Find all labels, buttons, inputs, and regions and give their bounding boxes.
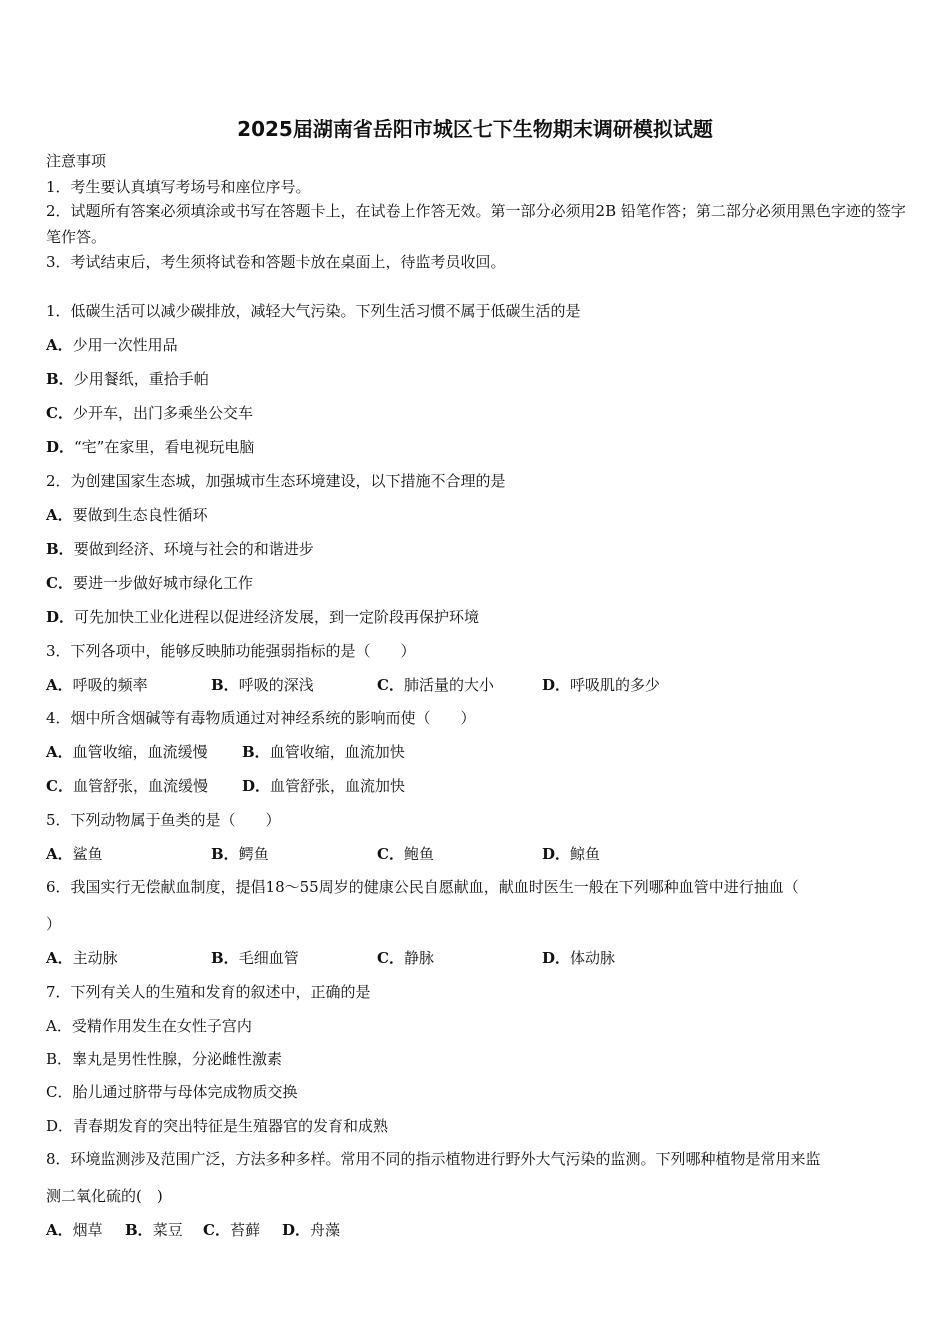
question-8-option-c: C．苔藓 bbox=[203, 1221, 260, 1239]
question-3-option-b: B．呼吸的深浅 bbox=[211, 676, 314, 694]
notice-heading: 注意事项 bbox=[46, 152, 107, 170]
question-3-stem: 3．下列各项中，能够反映肺功能强弱指标的是（ ） bbox=[46, 642, 416, 660]
question-6-option-b: B．毛细血管 bbox=[211, 949, 299, 967]
question-2-stem: 2．为创建国家生态城，加强城市生态环境建设，以下措施不合理的是 bbox=[46, 472, 506, 490]
question-8-option-b: B．菜豆 bbox=[125, 1221, 183, 1239]
question-5-option-c: C．鲍鱼 bbox=[377, 845, 434, 863]
question-4-stem: 4．烟中所含烟碱等有毒物质通过对神经系统的影响而使（ ） bbox=[46, 709, 476, 727]
question-7-option-c: C．胎儿通过脐带与母体完成物质交换 bbox=[46, 1083, 298, 1101]
question-1-stem: 1．低碳生活可以减少碳排放，减轻大气污染。下列生活习惯不属于低碳生活的是 bbox=[46, 302, 581, 320]
question-1-option-c: C．少开车，出门多乘坐公交车 bbox=[46, 404, 253, 422]
question-7-stem: 7．下列有关人的生殖和发育的叙述中，正确的是 bbox=[46, 983, 371, 1001]
question-8-option-d: D．舟藻 bbox=[282, 1221, 341, 1239]
question-1-option-d: D．“宅”在家里，看电视玩电脑 bbox=[46, 438, 255, 456]
question-1-option-a: A．少用一次性用品 bbox=[46, 336, 178, 354]
question-6-option-d: D．体动脉 bbox=[542, 949, 616, 967]
page-title: 2025届湖南省岳阳市城区七下生物期末调研模拟试题 bbox=[237, 117, 713, 141]
question-2-option-a: A．要做到生态良性循环 bbox=[46, 506, 208, 524]
question-7-option-a: A．受精作用发生在女性子宫内 bbox=[46, 1017, 252, 1035]
question-4-option-c: C．血管舒张，血流缓慢 bbox=[46, 777, 208, 795]
question-7-option-b: B．睾丸是男性性腺，分泌雌性激素 bbox=[46, 1050, 283, 1068]
question-5-option-d: D．鲸鱼 bbox=[542, 845, 601, 863]
question-6-stem-line-1: 6．我国实行无偿献血制度，提倡18～55周岁的健康公民自愿献血，献血时医生一般在下列哪种血管中进行抽血（ bbox=[46, 878, 799, 896]
question-4-option-d: D．血管舒张，血流加快 bbox=[242, 777, 406, 795]
question-2-option-c: C．要进一步做好城市绿化工作 bbox=[46, 574, 253, 592]
question-2-option-d: D．可先加快工业化进程以促进经济发展，到一定阶段再保护环境 bbox=[46, 608, 480, 626]
question-6-stem-line-2: ） bbox=[46, 915, 62, 933]
question-1-option-b: B．少用餐纸，重拾手帕 bbox=[46, 370, 209, 388]
question-7-option-d: D．青春期发育的突出特征是生殖器官的发育和成熟 bbox=[46, 1117, 389, 1135]
question-3-option-a: A．呼吸的频率 bbox=[46, 676, 148, 694]
notice-item-1: 1．考生要认真填写考场号和座位序号。 bbox=[46, 178, 311, 196]
question-2-option-b: B．要做到经济、环境与社会的和谐进步 bbox=[46, 540, 314, 558]
question-3-option-c: C．肺活量的大小 bbox=[377, 676, 494, 694]
question-5-option-a: A．鲨鱼 bbox=[46, 845, 103, 863]
question-4-option-b: B．血管收缩，血流加快 bbox=[242, 743, 405, 761]
question-5-option-b: B．鳄鱼 bbox=[211, 845, 269, 863]
notice-item-2: 2．试题所有答案必须填涂或书写在答题卡上，在试卷上作答无效。第一部分必须用2B 铅笔作答；第二部分必须用黑色字迹的签字笔作答。 bbox=[46, 202, 906, 246]
question-8-stem-line-2: 测二氧化硫的( ) bbox=[46, 1187, 163, 1205]
question-3-option-d: D．呼吸肌的多少 bbox=[542, 676, 661, 694]
question-4-option-a: A．血管收缩，血流缓慢 bbox=[46, 743, 208, 761]
question-8-option-a: A．烟草 bbox=[46, 1221, 103, 1239]
question-5-stem: 5．下列动物属于鱼类的是（ ） bbox=[46, 811, 281, 829]
question-6-option-a: A．主动脉 bbox=[46, 949, 118, 967]
notice-item-3: 3．考试结束后，考生须将试卷和答题卡放在桌面上，待监考员收回。 bbox=[46, 253, 506, 271]
question-8-stem-line-1: 8．环境监测涉及范围广泛，方法多种多样。常用不同的指示植物进行野外大气污染的监测。下列哪种植物是常用来监 bbox=[46, 1150, 821, 1168]
question-6-option-c: C．静脉 bbox=[377, 949, 434, 967]
